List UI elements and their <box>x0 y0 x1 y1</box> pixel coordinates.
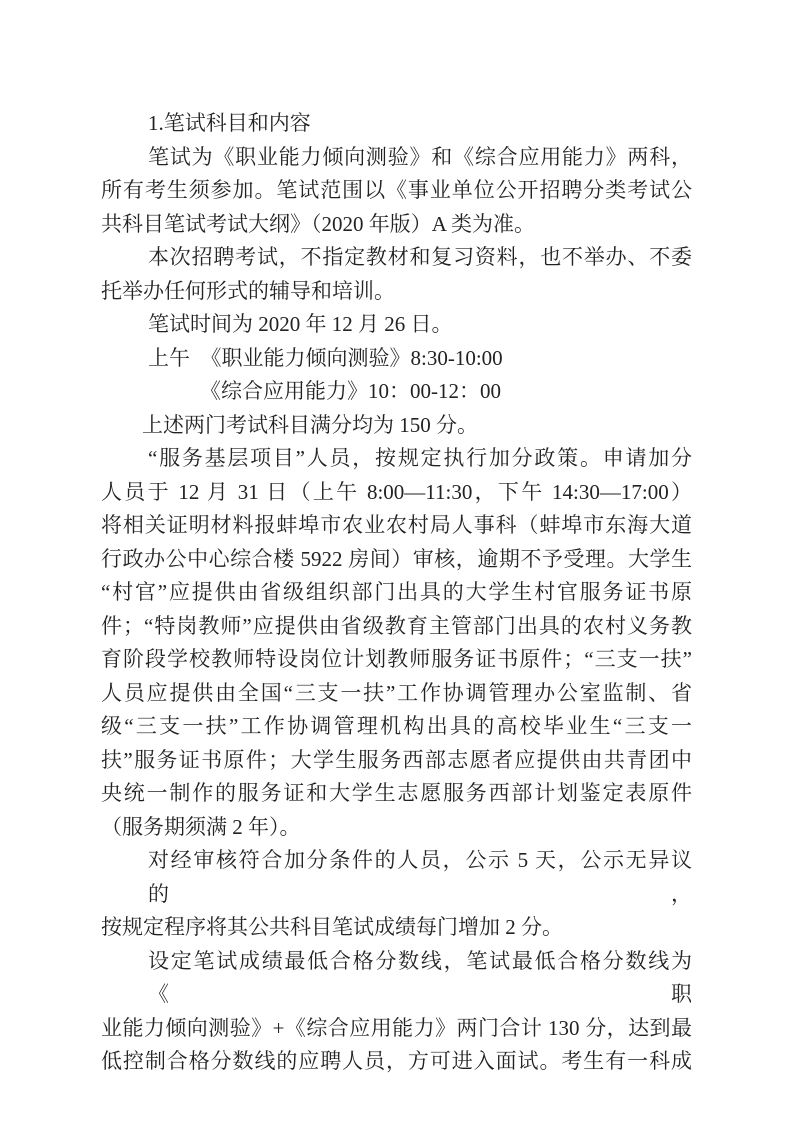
doc-line: 笔试时间为 2020 年 12 月 26 日。 <box>148 312 453 336</box>
doc-line: 所有考生须参加。笔试范围以《事业单位公开招聘分类考试公 <box>101 178 692 202</box>
doc-line: 将相关证明材料报蚌埠市农业农村局人事科（蚌埠市东海大道 <box>101 513 692 537</box>
doc-line: 育阶段学校教师特设岗位计划教师服务证书原件；“三支一扶” <box>101 647 692 671</box>
doc-line: 扶”服务证书原件；大学生服务西部志愿者应提供由共青团中 <box>101 747 692 772</box>
doc-line: （服务期须满 2 年）。 <box>101 814 301 839</box>
doc-line: 本次招聘考试，不指定教材和复习资料，也不举办、不委 <box>148 245 692 269</box>
doc-line: 设定笔试成绩最低合格分数线，笔试最低合格分数线为《职 <box>148 948 692 1006</box>
doc-line: 央统一制作的服务证和大学生志愿服务西部计划鉴定表原件 <box>101 781 692 805</box>
doc-line: 人员于 12 月 31 日（上午 8:00—11:30，下午 14:30—17:00） <box>101 479 692 504</box>
doc-line: 托举办任何形式的辅导和培训。 <box>101 278 395 303</box>
doc-line: “服务基层项目”人员，按规定执行加分政策。申请加分 <box>148 446 692 470</box>
text-block <box>101 107 692 1079</box>
doc-line: 低控制合格分数线的应聘人员，方可进入面试。考生有一科成 <box>101 1049 692 1073</box>
doc-line: 人员应提供由全国“三支一扶”工作协调管理办公室监制、省 <box>101 680 692 705</box>
doc-line: 上午 《职业能力倾向测验》8:30-10:00 <box>148 345 503 370</box>
doc-line: 业能力倾向测验》+《综合应用能力》两门合计 130 分，达到最 <box>101 1015 692 1040</box>
doc-line: 按规定程序将其公共科目笔试成绩每门增加 2 分。 <box>101 915 563 939</box>
doc-line: 共科目笔试考试大纲》（2020 年版）A 类为准。 <box>101 211 536 236</box>
doc-line: 行政办公中心综合楼 5922 房间）审核，逾期不予受理。大学生 <box>101 546 692 571</box>
doc-line: 笔试为《职业能力倾向测验》和《综合应用能力》两科， <box>148 144 692 169</box>
doc-line: 件；“特岗教师”应提供由省级教育主管部门出具的农村义务教 <box>101 613 692 638</box>
doc-line: 《综合应用能力》10：00-12：00 <box>200 379 501 403</box>
section-heading: 1.笔试科目和内容 <box>148 111 311 135</box>
doc-line: 级“三支一扶”工作协调管理机构出具的高校毕业生“三支一 <box>101 714 692 738</box>
doc-line: 上述两门考试科目满分均为 150 分。 <box>142 412 478 437</box>
doc-line: 对经审核符合加分条件的人员，公示 5 天，公示无异议的， <box>148 848 692 906</box>
doc-line: “村官”应提供由省级组织部门出具的大学生村官服务证书原 <box>101 580 692 604</box>
